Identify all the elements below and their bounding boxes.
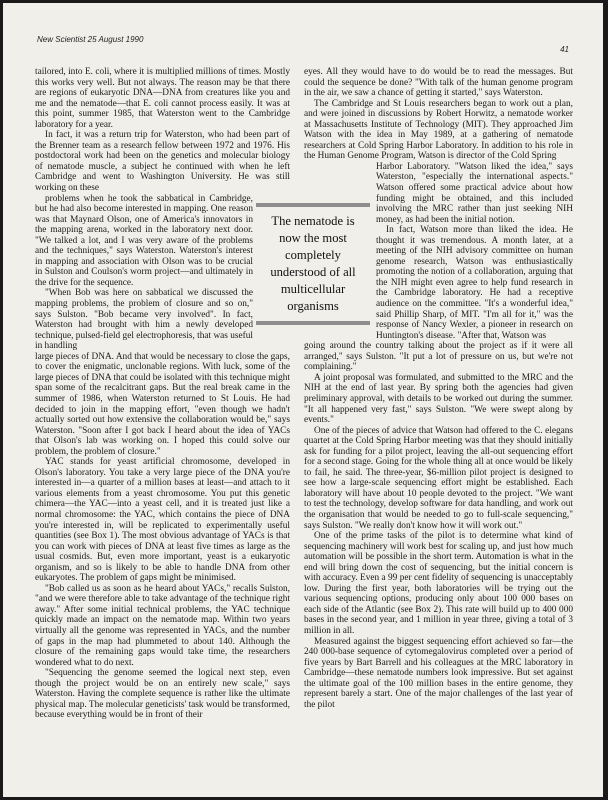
paragraph: large pieces of DNA. And that would be necessary to close the gaps, to cover the enigmatic, unclonable regions. With luck, some of the large pieces of DNA that could be isolated with this technique might span some of the recalcitrant gaps. But the real break came in the summer of 1986, when Waterston returned to St Louis. He had decided to join in the mapping effort, "even though we hadn't actually sorted out how extensive the collaboration would be," says Waterston. "Soon after I got back I heard about the idea of YACs that Olson's lab was working on. I hoped this could solve our problem, the problem of closure." [35, 351, 290, 457]
pull-quote-line: multicellular [280, 282, 346, 296]
paragraph: problems when he took the sabbatical in Cambridge, but he had also become interested in mapping. One reason was that Maynard Olson, one of America's innovators in the mapping arena, worked in the laboratory next door. "We talked a lot, and I was very aware of the problems and the techniques," says Waterston. Waterston's interest in mapping and association with Olson was to be crucial in Sulston and Coulson's worm project—and ultimately in the drive for the sequence. [35, 193, 253, 288]
magazine-page [3, 3, 603, 797]
running-header [37, 35, 569, 44]
paragraph: going around the country talking about the project as if it were all arranged," says Sulston. "It put a lot of pressure on us, but we're not complaining." [304, 341, 573, 373]
pull-quote-bottom-rule [256, 321, 370, 325]
pull-quote-top-rule [256, 203, 370, 207]
page-number: 41 [560, 45, 569, 54]
paragraph: eyes. All they would have to do would be to read the messages. But could the sequence be done? "With talk of the human genome program in the air, we saw a chance of getting it started," says Waterston. [304, 67, 573, 99]
pull-quote-line: understood of all [270, 265, 356, 279]
paragraph: A joint proposal was formulated, and submitted to the MRC and the NIH at the end of last year. By spring both the agencies had given preliminary approval, with details to be worked out during the summer. "It all happened very fast," says Sulston. "We were swept along by events." [304, 372, 573, 426]
paragraph: "Bob called us as soon as he heard about YACs," recalls Sulston, "and we were therefore able to take advantage of the technique right away." After some initial technical problems, the YAC technique quickly made an impact on the nematode map. Within two years virtually all the genome was represented in YACs, and the number of gaps in the map had plummeted to about 140. Although the closure of the remaining gaps would take time, the researchers wondered what to do next. [35, 583, 290, 668]
paragraph: One of the prime tasks of the pilot is to determine what kind of sequencing machinery will work best for scaling up, and just how much automation will be possible in the short term. Automation is what in the end will bring down the cost of sequencing, but the initial concern is with accuracy. Even a 99 per cent fidelity of sequencing is unacceptably low. During the first year, both laboratories will be trying out the various sequencing options, producing only about 100 000 bases on each side of the Atlantic (see Box 2). This rate will build up to 400 000 bases in the second year, and 1 million in year three, giving a total of 3 million in all. [304, 531, 573, 636]
paragraph: Harbor Laboratory. "Watson liked the idea," says Waterston, "especially the international aspects." Watson offered some practical advice about how funding might be obtained, and this included involving the MRC rather than just seeking NIH money, as had been the initial notion. [376, 161, 573, 225]
paragraph: "Sequencing the genome seemed the logical next step, even though the project would be on an entirely new scale," says Waterston. Having the complete sequence is rather like the ultimate physical map. The molecular geneticists' task would be transformed, because everything would be in front of their [35, 668, 290, 721]
paragraph: Measured against the biggest sequencing effort achieved so far—the 240 000-base sequence of cytomegalovirus completed over a period of five years by Bart Barrell and his colleagues at the MRC laboratory in Cambridge—these nematode numbers look impressive. But set against the ultimate goal of the 100 million bases in the entire genome, they represent barely a start. One of the major challenges of the last year of the pilot [304, 636, 573, 710]
paragraph: In fact, it was a return trip for Waterston, who had been part of the Brenner team as a research fellow between 1972 and 1976. His postdoctoral work had been on the genetics and molecular biology of nematode muscle, a subject he continued with when he left Cambridge and went to Washington University. He was still working on these [35, 130, 290, 194]
paragraph: In fact, Watson more than liked the idea. He thought it was tremendous. A month later, at a meeting of the NIH advisory committee on human genome research, Watson was enthusiastically promoting the notion of a collaboration, arguing that the NIH might even agree to help fund research in the Cambridge laboratory. He had a receptive audience on the committee. "It's a wonderful idea," said Phillip Sharp, of MIT. "I'm all for it," was the response of Nancy Wexler, a pioneer in research on Huntington's disease. "After that, Watson was [376, 225, 573, 341]
pull-quote-text [256, 213, 370, 315]
paragraph: The Cambridge and St Louis researchers began to work out a plan, and were joined in discussions by Robert Horwitz, a nematode worker at Massachusetts Institute of Technology (MIT). They approached Jim Watson with the idea in May 1989, at a gathering of nematode researchers at Cold Spring Harbor Laboratory. In addition to his role in the Human Genome Program, Watson is director of the Cold Spring [304, 98, 573, 162]
left-column [35, 67, 290, 721]
pull-quote-line: The nematode is [271, 214, 355, 228]
pull-quote-line: now the most [279, 231, 347, 245]
pull-quote-line: completely [285, 248, 341, 262]
pull-quote [256, 203, 370, 325]
paragraph: One of the pieces of advice that Watson had offered to the C. elegans quartet at the Cold Spring Harbor meeting was that they should initially ask for funding for a pilot project, leaving the all-out sequencing effort for a second stage. Going for the whole thing all at once would be likely to fail, he said. The three-year, $6-million pilot project is designed to see how a large-scale sequencing effort might be established. Each laboratory will have about 10 people devoted to the project. "We want to test the technology, develop software for data handling, and work out the organisation that would be needed to go to full-scale sequencing," says Sulston. "We really don't know how it will work out." [304, 425, 573, 531]
paragraph: tailored, into E. coli, where it is multiplied millions of times. Mostly this works very well. But not always. The reason may be that there are regions of eukaryotic DNA—DNA from creatures like you and me and the nematode—that E. coli cannot process easily. It was at this point, summer 1985, that Waterston went to the Cambridge laboratory for a year. [35, 67, 290, 130]
publication-line: New Scientist 25 August 1990 [37, 35, 144, 44]
right-column [304, 67, 573, 710]
paragraph: "When Bob was here on sabbatical we discussed the mapping problems, the problem of closure and so on," says Sulston. "Bob became very involved". In fact, Waterston had brought with him a newly developed technique, pulsed-field gel electrophoresis, that was useful in handling [35, 288, 253, 352]
pull-quote-line: organisms [287, 299, 339, 313]
paragraph: YAC stands for yeast artificial chromosome, developed in Olson's laboratory. You take a very large piece of the DNA you're interested in—a quarter of a million bases at least—and attach to it various elements from a yeast chromosome. You put this genetic chimera—the YAC—into a yeast cell, and it is treated just like a normal chromosome: the YAC, which contains the piece of DNA you're interested in, will be replicated to experimentally useful quantities (see Box 1). The most obvious advantage of YACs is that you can work with pieces of DNA at least five times as large as the usual cosmids. But, even more important, yeast is a eukaryotic organism, and so is likely to be able to handle DNA from other eukaryotes. The problem of gaps might be minimised. [35, 457, 290, 584]
